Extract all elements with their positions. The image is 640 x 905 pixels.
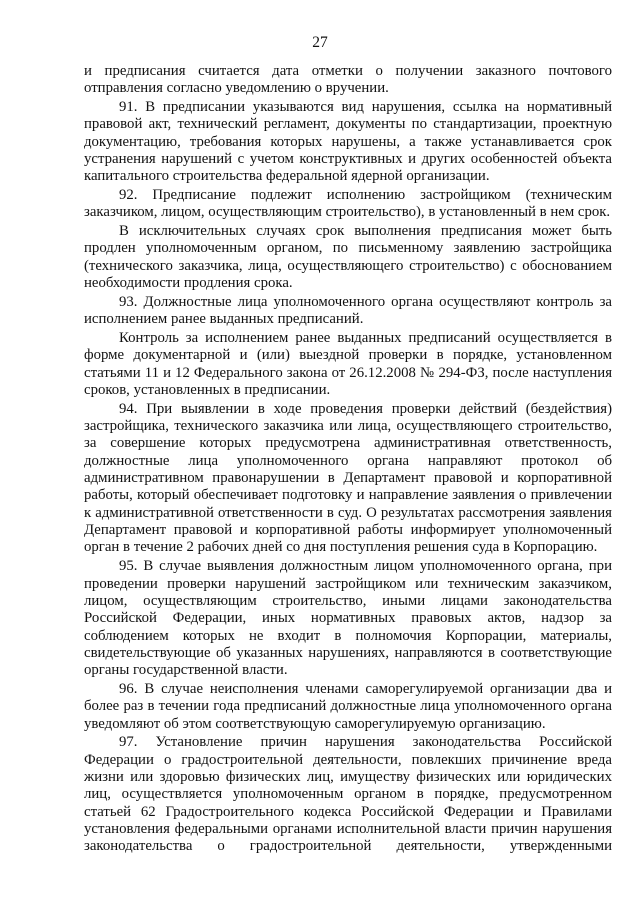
paragraph: 97. Установление причин нарушения законодательства Российской Федерации о градостроительной деятельности, повлекших причинение вреда жизни или здоровью физических лиц, имуществу физических или юридических лиц, осуществляется уполномоченным органом в порядке, предусмотренном статьей 62 Градостроительного кодекса Российской Федерации и Правилами установления федеральными органами исполнительной власти причин нарушения законодательства о градостроительной деятельности, утвержденными: [84, 734, 612, 855]
paragraph: В исключительных случаях срок выполнения предписания может быть продлен уполномоченным органом, по письменному заявлению застройщика (технического заказчика, лица, осуществляющего строительство) с обоснованием необходимости продления срока.: [84, 223, 612, 292]
paragraph: 94. При выявлении в ходе проведения проверки действий (бездействия) застройщика, технического заказчика или лица, осуществляющего строительство, за совершение которых предусмотрена административная ответственность, должностные лица уполномоченного органа направляют протокол об административном правонарушении в Департамент правовой и корпоративной работы, который обеспечивает подготовку и направление заявления о привлечении к административной ответственности в суд. О результатах рассмотрения заявления Департамент правовой и корпоративной работы информирует уполномоченный орган в течение 2 рабочих дней со дня поступления решения суда в Корпорацию.: [84, 400, 612, 556]
paragraph: 92. Предписание подлежит исполнению застройщиком (техническим заказчиком, лицом, осуществляющим строительство), в установленный в нем срок.: [84, 187, 612, 221]
paragraph: Контроль за исполнением ранее выданных предписаний осуществляется в форме документарной и (или) выездной проверки в порядке, установленном статьями 11 и 12 Федерального закона от 26.12.2008 № 294-ФЗ, после наступления сроков, установленных в предписании.: [84, 329, 612, 398]
paragraph: и предписания считается дата отметки о получении заказного почтового отправления согласно уведомлению о вручении.: [84, 63, 612, 97]
document-text: [84, 63, 612, 857]
paragraph: 95. В случае выявления должностным лицом уполномоченного органа, при проведении проверки нарушений застройщиком или техническим заказчиком, лицом, осуществляющим строительство, иными лицами законодательства Российской Федерации, иных нормативных правовых актов, надзор за соблюдением которых не входит в полномочия Корпорации, материалы, свидетельствующие об указанных нарушениях, направляются в соответствующие органы государственной власти.: [84, 558, 612, 679]
paragraph: 96. В случае неисполнения членами саморегулируемой организации два и более раз в течении года предписаний должностные лица уполномоченного органа уведомляют об этом соответствующую саморегулируемую организацию.: [84, 680, 612, 732]
paragraph: 91. В предписании указываются вид нарушения, ссылка на нормативный правовой акт, технический регламент, документы по стандартизации, проектную документацию, требования которых нарушены, а также устанавливается срок устранения нарушений с учетом конструктивных и других особенностей объекта капитального строительства федеральной ядерной организации.: [84, 99, 612, 185]
paragraph: 93. Должностные лица уполномоченного органа осуществляют контроль за исполнением ранее выданных предписаний.: [84, 293, 612, 328]
page-number: 27: [312, 34, 328, 51]
